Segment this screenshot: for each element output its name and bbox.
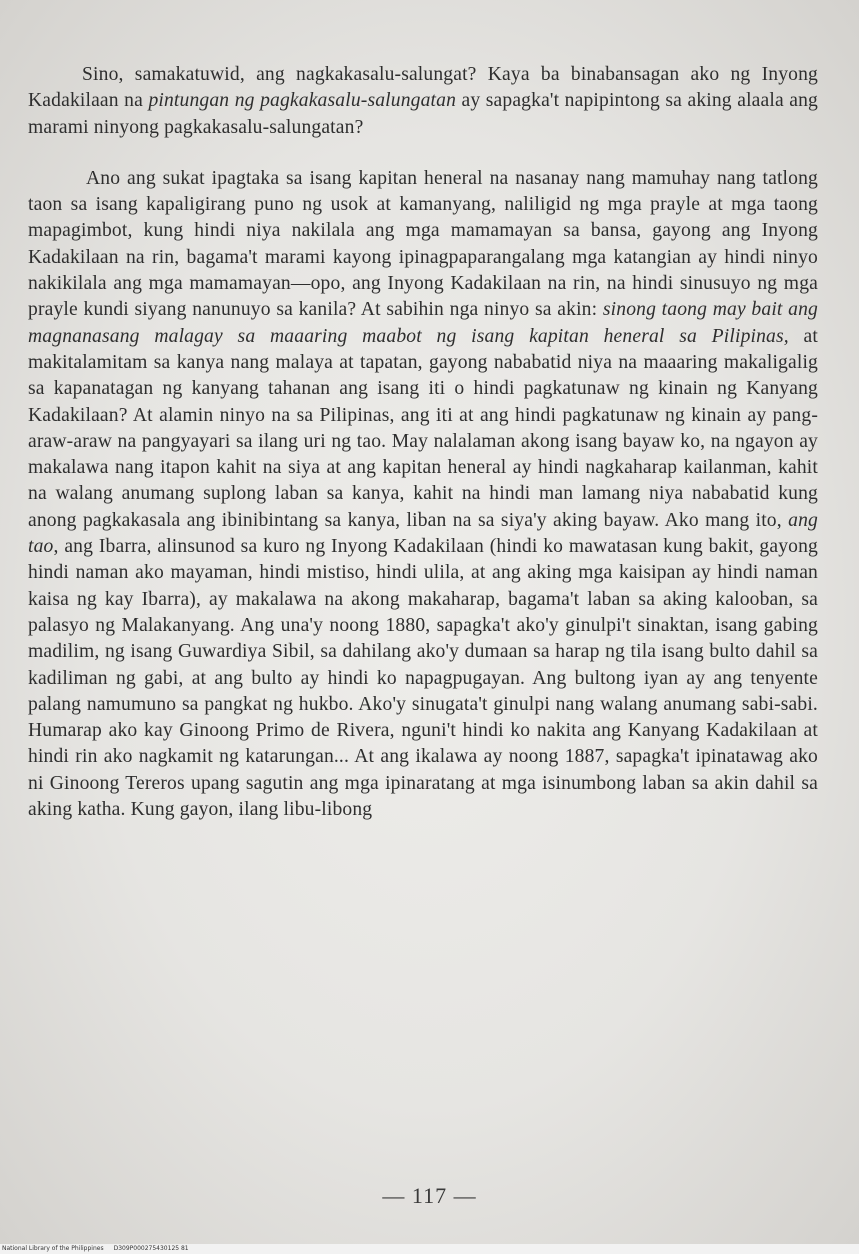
scan-footer [0,1244,859,1254]
paragraph-2-text-a: Ano ang sukat ipagtaka sa isang kapitan heneral na nasanay nang mamuhay nang tatlong taon sa isang kapaligirang puno ng usok at kamanyang, naliligid ng mga prayle at mga taong mapagimbot, kung hindi niya nakilala ang mga mamamayan sa bansa, gayong ang Inyong Kadakilaan na rin, bagama't marami kayong ipinagpaparangalang mga katangian ay hindi ninyo nakikilala ang mga mamamayan—opo, ang Inyong Kadakilaan na rin, na hindi sinusuyo ng mga prayle kundi siyang nanunuyo sa kanila? At sabihin nga ninyo sa akin: [28,167,818,321]
paragraph-1-italic: pintungan ng pagkakasalu-salungatan [148,90,457,112]
paragraph-2-text-c: , ang Ibarra, alinsunod sa kuro ng Inyong Kadakilaan (hindi ko mawatasan kung bakit, gayong hindi naman ako mayaman, hindi mistiso, hindi ulila, at ang aking mga kaisipan ay hindi naman kaisa ng kay Ibarra), ay makalawa na akong makaharap, bagama't laban sa aking kalooban, sa palasyo ng Malakanyang. Ang una'y noong 1880, sapagka't ako'y ginulpi't sinaktan, isang gabing madilim, ng isang Guwardiya Sibil, sa dahilang ako'y dumaan sa harap ng tila isang bulto dahil sa kadiliman ng gabi, at ang bulto ay hindi ko napagpugayan. Ang bultong iyan ay ang tenyente palang namumuno sa pangkat ng hukbo. Ako'y sinugata't ginulpi nang walang anumang sabi-sabi. Humarap ako kay Ginoong Primo de Rivera, nguni't hindi ko nakita ang Kanyang Kadakilaan at hindi rin ako nagkamit ng katarungan... At ang ikalawa ay noong 1887, sapagka't ipinatawag ako ni Ginoong Tereros upang sagutin ang mga ipinaratang at mga isinumbong laban sa akin dahil sa aking katha. Kung gayon, ilang libu-libong [28,536,818,821]
page-number: — 117 — [382,1183,477,1208]
paragraph-1 [28,62,818,141]
paragraph-2-italic-b: ang tao [28,509,818,558]
paragraph-2-italic-a: sinong taong may bait ang magnanasang malagay sa maaaring maabot ng isang kapitan heneral sa Pilipinas, [28,299,819,347]
paragraph-1-text-b: ay sapagka't napipintong sa aking alaala ang marami ninyong pagkakasalu-salungatan? [28,90,818,138]
paragraph-2-text-b: at makitalamitam sa kanya nang malaya at tapatan, gayong nababatid niya na maaaring makaligalig sa kapanatagan ng kanyang tahanan ang isang iti o hindi pagkatunaw ng kinain ng Kanyang Kadakilaan? At alamin ninyo na sa Pilipinas, ang iti at ang hindi pagkatunaw ng kinain ay pang-araw-araw na pangyayari sa ilang uri ng tao. May nalalaman akong isang bayaw ko, na ngayon ay makalawa nang itapon kahit na siya at ang kapitan heneral ay hindi nagkaharap kailanman, kahit na walang anumang suplong laban sa kanya, kahit na hindi man lamang niya nababatid kung anong pagkakasala ang ibinibintang sa kanya, liban na sa siya'y aking bayaw. Ako mang ito, [28,325,818,531]
paragraph-2 [28,166,818,823]
footer-code: D309P000275430125 81 [113,1245,189,1252]
paragraph-1-text-a: Sino, samakatuwid, ang nagkakasalu-salungat? Kaya ba binabansagan ako ng Inyong Kadakilaan na [28,64,818,112]
body-text [28,62,818,823]
footer-library: National Library of the Philippines [2,1245,104,1252]
